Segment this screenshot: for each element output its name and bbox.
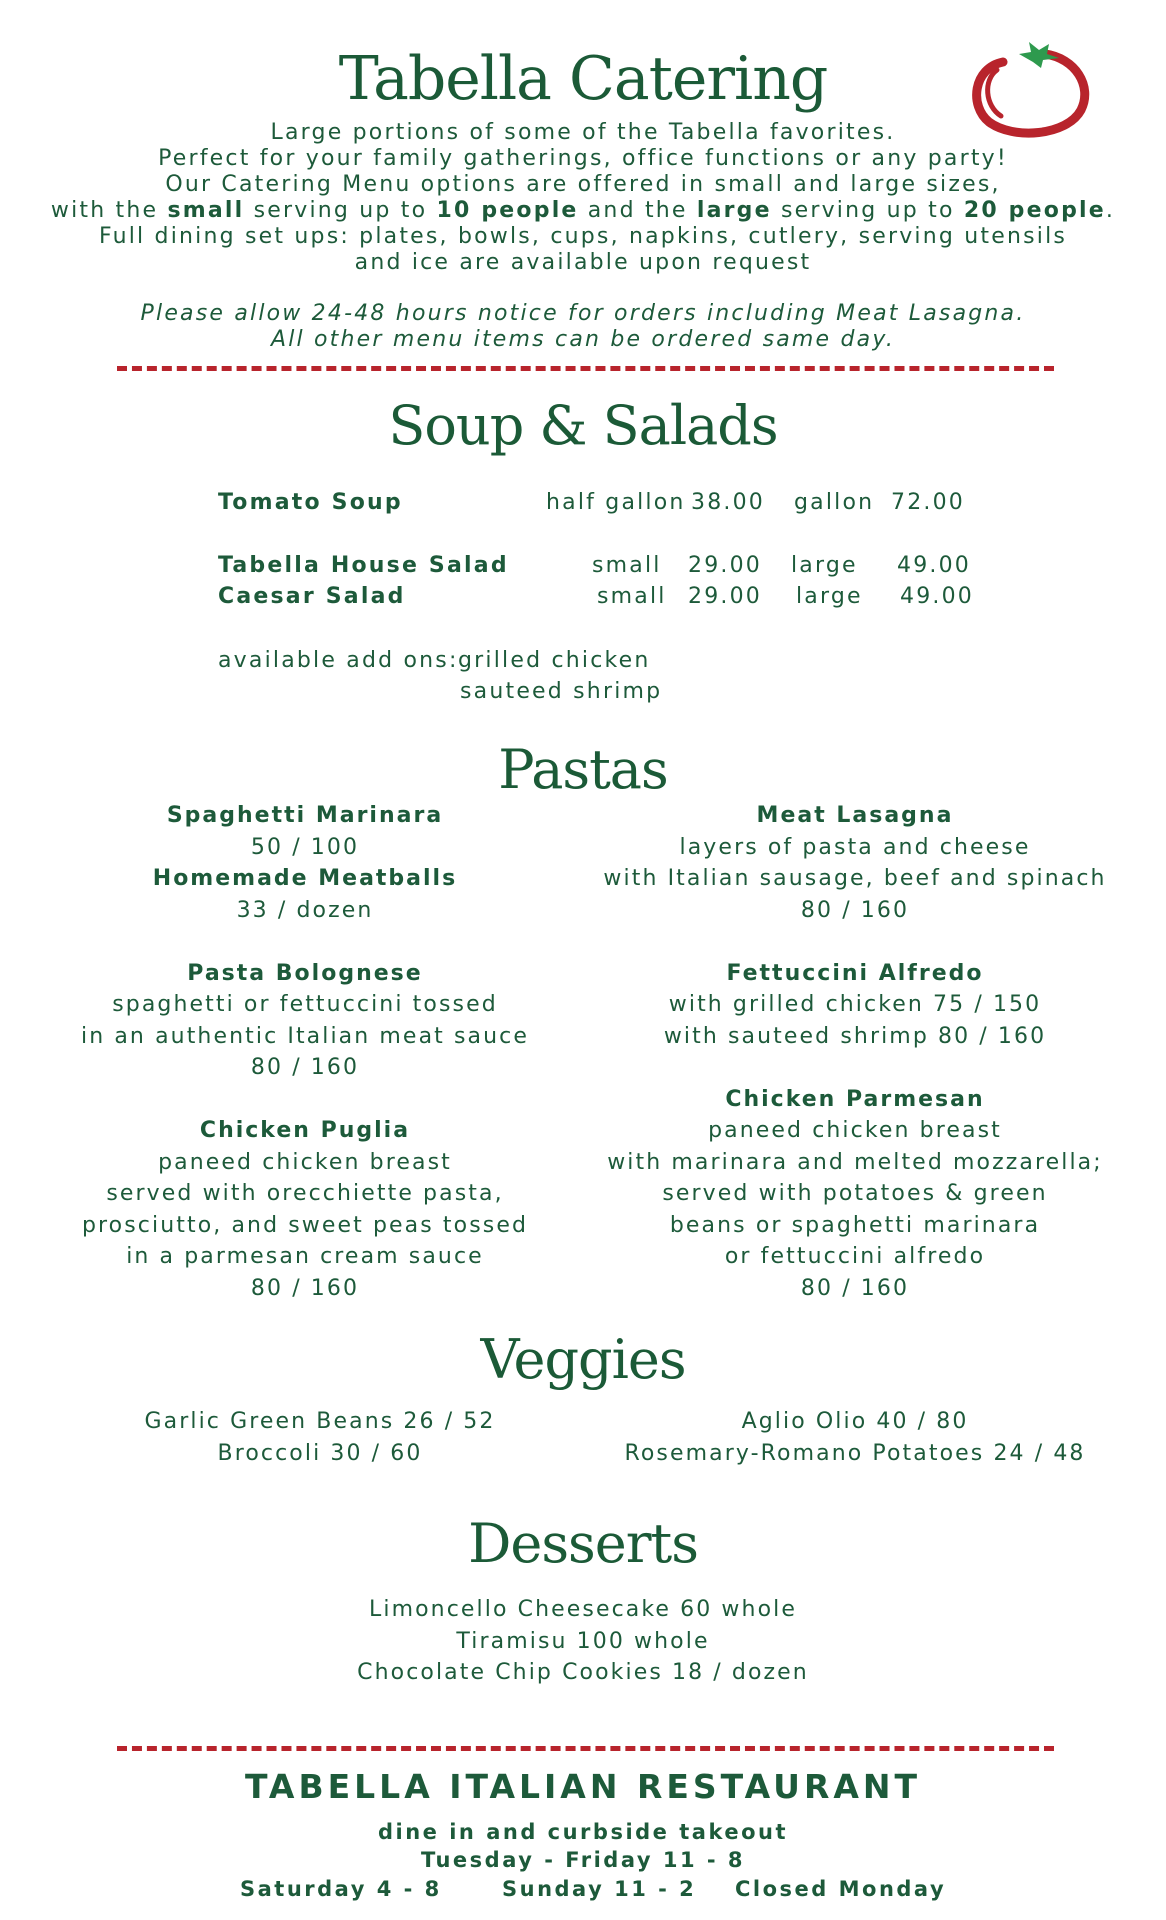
sizes-text: . — [1105, 198, 1116, 223]
section-heading-soup-salads: Soup & Salads — [388, 394, 778, 457]
restaurant-name: TABELLA ITALIAN RESTAURANT — [244, 1767, 922, 1806]
menu-item: Limoncello Cheesecake 60 whole — [369, 1597, 797, 1622]
menu-item-description: served with potatoes & green — [662, 1181, 1048, 1206]
sizes-text: serving up to — [771, 198, 964, 223]
menu-item-size: half gallon — [546, 490, 686, 515]
notice-line: All other menu items can be ordered same day. — [270, 327, 896, 352]
menu-item-price: 33 / dozen — [236, 897, 374, 923]
menu-item-description: served with orecchiette pasta, — [106, 1181, 504, 1206]
menu-item-description: with Italian sausage, beef and spinach — [603, 866, 1107, 891]
notice-line: Please allow 24-48 hours notice for orders including Meat Lasagna. — [140, 301, 1026, 326]
menu-item: Rosemary-Romano Potatoes 24 / 48 — [624, 1440, 1086, 1466]
addon-item: sauteed shrimp — [460, 679, 663, 704]
bottom-divider — [117, 1746, 1054, 1751]
pasta-column-left — [40, 800, 570, 1304]
intro-text — [0, 120, 1166, 276]
notice-text — [0, 301, 1166, 353]
menu-item-name: Fettuccini Alfredo — [726, 960, 984, 986]
menu-item-price: 38.00 — [691, 490, 765, 515]
hours-sunday: Sunday 11 - 2 — [502, 1877, 697, 1901]
setup-line: Full dining set ups: plates, bowls, cups, napkins, cutlery, serving utensils — [98, 224, 1068, 249]
sizes-line — [0, 198, 1166, 224]
veggies-column-left — [40, 1406, 600, 1469]
menu-item: Aglio Olio 40 / 80 — [741, 1409, 969, 1434]
service-info: dine in and curbside takeout — [378, 1820, 788, 1844]
menu-item-description: paneed chicken breast — [158, 1149, 452, 1175]
menu-item-price: 29.00 — [688, 584, 762, 609]
menu-item-size: large — [796, 584, 863, 609]
small-count-emphasis: 10 people — [436, 198, 579, 223]
menu-item-size: small — [597, 584, 667, 609]
menu-item-description: beans or spaghetti marinara — [669, 1212, 1041, 1238]
menu-item-price: with grilled chicken 75 / 150 — [668, 992, 1042, 1017]
menu-item-name: Caesar Salad — [218, 584, 406, 609]
menu-item-description: paneed chicken breast — [708, 1118, 1002, 1143]
section-heading-pastas: Pastas — [498, 738, 668, 801]
menu-item-price: 49.00 — [897, 553, 971, 578]
menu-item: Tiramisu 100 whole — [456, 1628, 710, 1654]
large-count-emphasis: 20 people — [963, 198, 1106, 223]
sizes-text: with the — [50, 198, 168, 223]
hours-weekday: Tuesday - Friday 11 - 8 — [420, 1848, 746, 1872]
menu-item-name: Tomato Soup — [218, 490, 403, 515]
setup-line: and ice are available upon request — [354, 250, 812, 275]
page-title: Tabella Catering — [338, 44, 828, 114]
top-divider — [117, 366, 1054, 371]
section-heading-veggies: Veggies — [480, 1328, 686, 1391]
menu-item-price: 80 / 160 — [250, 1055, 360, 1080]
menu-item-size: gallon — [794, 490, 875, 515]
menu-item-name: Meat Lasagna — [756, 803, 954, 828]
small-size-emphasis: small — [167, 198, 245, 223]
intro-line: Our Catering Menu options are offered in small and large sizes, — [165, 172, 1001, 197]
menu-item-price: 80 / 160 — [800, 1275, 910, 1301]
pasta-column-right — [600, 800, 1110, 1304]
menu-item-size: small — [592, 553, 662, 578]
menu-item-name: Pasta Bolognese — [187, 960, 423, 986]
menu-item-price: 80 / 160 — [250, 1275, 360, 1301]
menu-item-price: 49.00 — [900, 584, 974, 609]
menu-item-name: Homemade Meatballs — [152, 866, 458, 891]
intro-line: Large portions of some of the Tabella favorites. — [270, 120, 896, 145]
menu-item-price: 29.00 — [688, 553, 762, 578]
menu-item-description: in an authentic Italian meat sauce — [81, 1023, 529, 1049]
menu-item-description: in a parmesan cream sauce — [126, 1244, 484, 1269]
sizes-text: and the — [578, 198, 697, 223]
closed-monday: Closed Monday — [735, 1877, 947, 1901]
menu-item-price: with sauteed shrimp 80 / 160 — [663, 1023, 1047, 1049]
menu-item-description: spaghetti or fettuccini tossed — [112, 992, 498, 1017]
menu-item: Broccoli 30 / 60 — [217, 1440, 423, 1466]
menu-item-description: layers of pasta and cheese — [679, 834, 1031, 860]
desserts-list — [0, 1594, 1166, 1689]
addon-item: grilled chicken — [458, 648, 651, 673]
section-heading-desserts: Desserts — [468, 1512, 698, 1575]
menu-item-price: 50 / 100 — [250, 834, 360, 860]
menu-item-price: 72.00 — [891, 490, 965, 515]
menu-item: Garlic Green Beans 26 / 52 — [144, 1409, 496, 1434]
menu-item-name: Chicken Puglia — [199, 1118, 411, 1143]
menu-item: Chocolate Chip Cookies 18 / dozen — [357, 1660, 809, 1685]
menu-item-name: Tabella House Salad — [218, 553, 509, 578]
menu-item-price: 80 / 160 — [800, 897, 910, 923]
menu-item-description: with marinara and melted mozzarella; — [607, 1149, 1103, 1175]
menu-item-description: prosciutto, and sweet peas tossed — [81, 1212, 529, 1238]
menu-item-name: Spaghetti Marinara — [166, 803, 444, 828]
sizes-text: serving up to — [244, 198, 437, 223]
menu-item-description: or fettuccini alfredo — [724, 1244, 986, 1269]
veggies-column-right — [600, 1406, 1110, 1469]
menu-item-name: Chicken Parmesan — [725, 1086, 985, 1112]
addons-label: available add ons: — [218, 648, 459, 673]
menu-item-size: large — [791, 553, 858, 578]
hours-saturday: Saturday 4 - 8 — [240, 1877, 442, 1901]
large-size-emphasis: large — [696, 198, 772, 223]
intro-line: Perfect for your family gatherings, office functions or any party! — [158, 146, 1008, 171]
